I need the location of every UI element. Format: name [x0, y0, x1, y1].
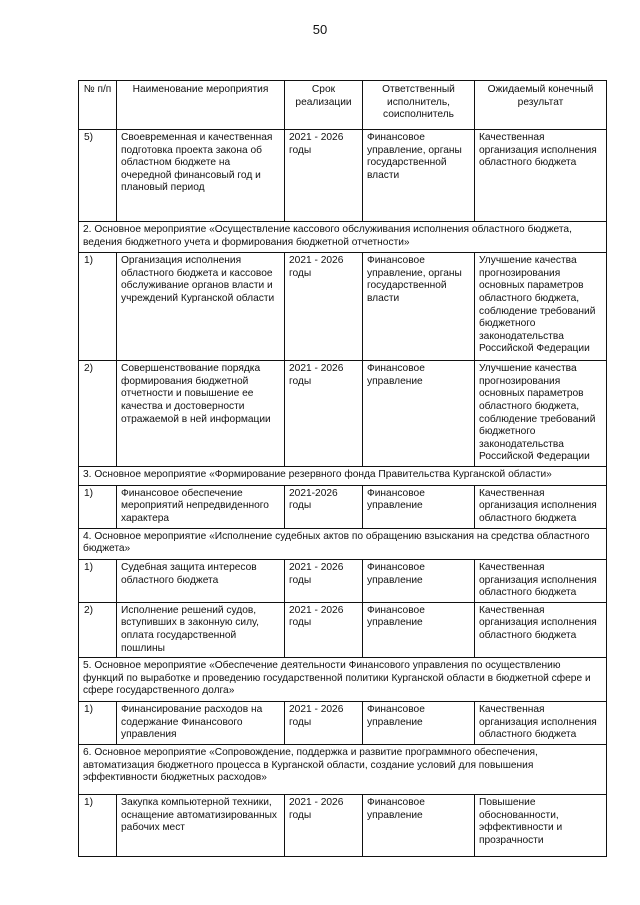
item-responsible: Финансовое управление — [363, 361, 475, 467]
item-name: Исполнение решений судов, вступивших в законную силу, оплата государственной пошлины — [117, 602, 285, 657]
item-result: Качественная организация исполнения областного бюджета — [475, 702, 607, 745]
item-number: 2) — [79, 602, 117, 657]
item-number: 1) — [79, 559, 117, 602]
item-result: Качественная организация исполнения областного бюджета — [475, 602, 607, 657]
item-term: 2021 - 2026 годы — [285, 702, 363, 745]
item-name: Финансирование расходов на содержание Финансового управления — [117, 702, 285, 745]
section-row — [79, 528, 607, 559]
item-number: 1) — [79, 253, 117, 361]
header-responsible: Ответственный исполнитель, соисполнитель — [363, 81, 475, 130]
item-responsible: Финансовое управление, органы государственной власти — [363, 130, 475, 222]
section-row — [79, 222, 607, 253]
section-title: 5. Основное мероприятие «Обеспечение деятельности Финансового управления по осуществлению функций по выработке и проведению государственной политики Курганской области в бюджетной сфере и сфере государственного долга» — [79, 658, 607, 702]
item-number: 1) — [79, 702, 117, 745]
header-result: Ожидаемый конечный результат — [475, 81, 607, 130]
table-row — [79, 485, 607, 528]
table-row — [79, 361, 607, 467]
item-responsible: Финансовое управление — [363, 702, 475, 745]
section-title: 4. Основное мероприятие «Исполнение судебных актов по обращению взыскания на средства областного бюджета» — [79, 528, 607, 559]
table-row — [79, 794, 607, 856]
item-term: 2021 - 2026 годы — [285, 602, 363, 657]
header-name: Наименование мероприятия — [117, 81, 285, 130]
item-name: Финансовое обеспечение мероприятий непредвиденного характера — [117, 485, 285, 528]
item-result: Качественная организация исполнения областного бюджета — [475, 130, 607, 222]
item-term: 2021-2026 годы — [285, 485, 363, 528]
item-name: Судебная защита интересов областного бюджета — [117, 559, 285, 602]
item-term: 2021 - 2026 годы — [285, 130, 363, 222]
section-title: 3. Основное мероприятие «Формирование резервного фонда Правительства Курганской области» — [79, 467, 607, 486]
item-responsible: Финансовое управление — [363, 794, 475, 856]
item-term: 2021 - 2026 годы — [285, 794, 363, 856]
item-term: 2021 - 2026 годы — [285, 253, 363, 361]
item-result: Качественная организация исполнения областного бюджета — [475, 559, 607, 602]
section-row — [79, 744, 607, 794]
item-result: Улучшение качества прогнозирования основных параметров областного бюджета, соблюдение требований бюджетного законодательства Российской Федерации — [475, 361, 607, 467]
item-result: Повышение обоснованности, эффективности и прозрачности — [475, 794, 607, 856]
section-title: 2. Основное мероприятие «Осуществление кассового обслуживания исполнения областного бюджета, ведения бюджетного учета и формирования бюджетной отчетности» — [79, 222, 607, 253]
header-number: № п/п — [79, 81, 117, 130]
header-term: Срок реализации — [285, 81, 363, 130]
table-row — [79, 253, 607, 361]
item-number: 1) — [79, 794, 117, 856]
item-name: Организация исполнения областного бюджета и кассовое обслуживание органов власти и учреждений Курганской области — [117, 253, 285, 361]
item-number: 5) — [79, 130, 117, 222]
section-title: 6. Основное мероприятие «Сопровождение, поддержка и развитие программного обеспечения, автоматизация бюджетного процесса в Курганской области, создание условий для повышения эффективности бюджетных расходов» — [79, 744, 607, 794]
item-responsible: Финансовое управление — [363, 602, 475, 657]
item-result: Качественная организация исполнения областного бюджета — [475, 485, 607, 528]
item-number: 2) — [79, 361, 117, 467]
item-number: 1) — [79, 485, 117, 528]
table-body — [79, 130, 607, 857]
item-name: Закупка компьютерной техники, оснащение автоматизированных рабочих мест — [117, 794, 285, 856]
table-row — [79, 559, 607, 602]
item-result: Улучшение качества прогнозирования основных параметров областного бюджета, соблюдение требований бюджетного законодательства Российской Федерации — [475, 253, 607, 361]
item-responsible: Финансовое управление — [363, 485, 475, 528]
table-row — [79, 130, 607, 222]
table-row — [79, 702, 607, 745]
item-term: 2021 - 2026 годы — [285, 361, 363, 467]
item-responsible: Финансовое управление — [363, 559, 475, 602]
measures-table — [78, 80, 607, 857]
section-row — [79, 658, 607, 702]
item-name: Совершенствование порядка формирования бюджетной отчетности и повышение ее качества и достоверности отражаемой в ней информации — [117, 361, 285, 467]
item-term: 2021 - 2026 годы — [285, 559, 363, 602]
item-name: Своевременная и качественная подготовка проекта закона об областном бюджете на очередной финансовый год и плановый период — [117, 130, 285, 222]
item-responsible: Финансовое управление, органы государственной власти — [363, 253, 475, 361]
page-number: 50 — [312, 22, 328, 37]
section-row — [79, 467, 607, 486]
table-row — [79, 602, 607, 657]
table-header-row — [79, 81, 607, 130]
